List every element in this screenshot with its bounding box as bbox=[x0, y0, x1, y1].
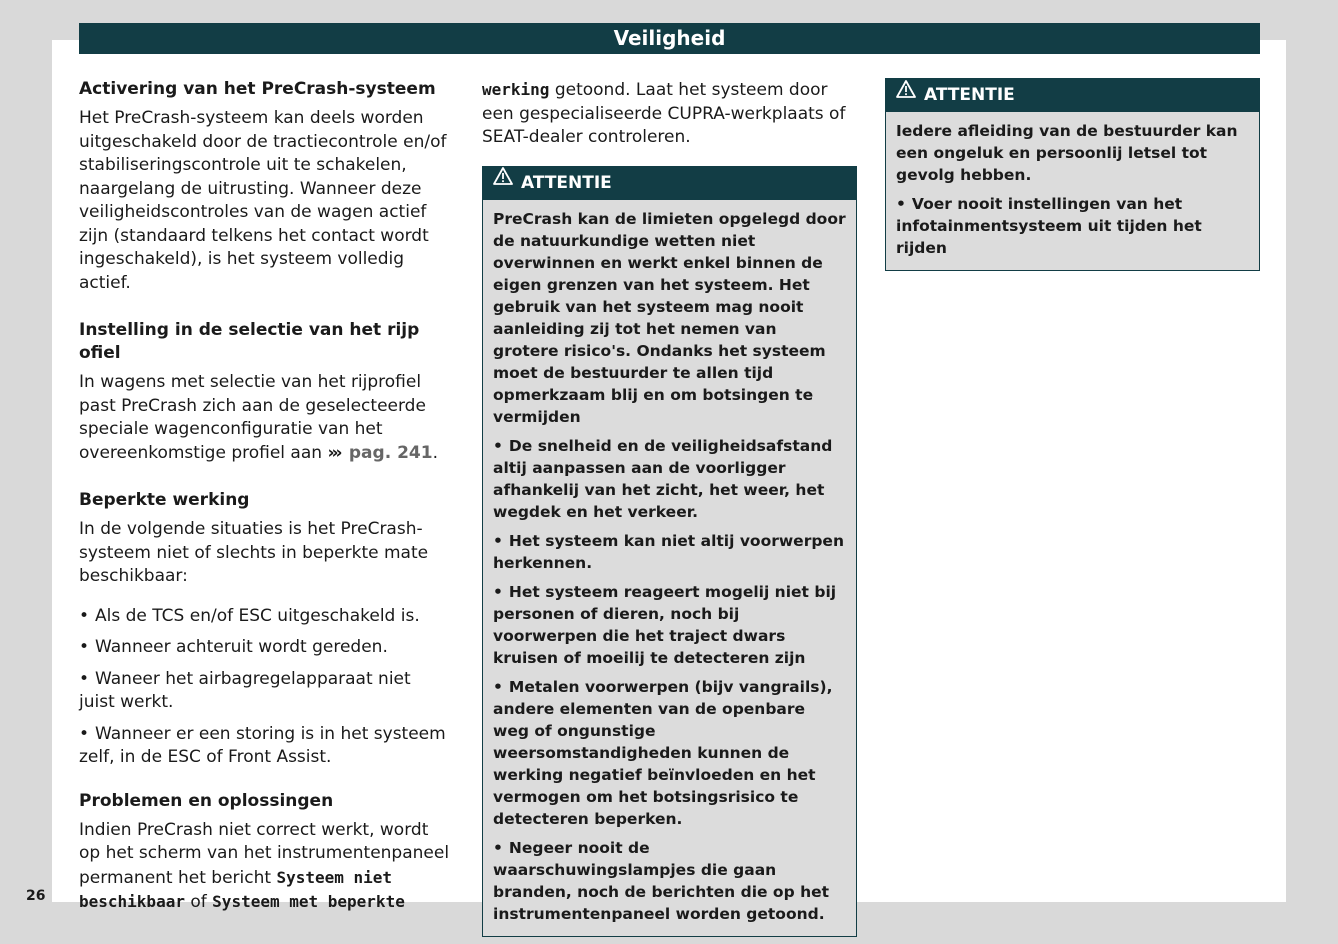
header-title: Veiligheid bbox=[613, 26, 726, 50]
section-heading: Problemen en oplossingen bbox=[79, 790, 334, 811]
warning-intro: Iedere afleiding van de bestuurder kan een ongeluk en persoonlij letsel tot gevolg hebben. bbox=[896, 122, 1238, 184]
section-paragraph: Het PreCrash-systeem kan deels worden uitgeschakeld door de tractiecontrole en/of stabiliseringscontrole uit te schakelen, naargelang de uitrusting. Wanneer deze veiligheidscontroles van de wagen actief zijn (standaard telkens het contact wordt ingeschakeld), is het systeem volledig actief. bbox=[79, 108, 447, 293]
warning-list-item: • Negeer nooit de waarschuwingslampjes die gaan branden, noch de berichten die op het instrumentenpaneel worden getoond. bbox=[493, 837, 846, 925]
list-item: • Waneer het airbagregelapparaat niet juist werkt. bbox=[79, 668, 451, 715]
warning-header bbox=[886, 79, 1259, 112]
section-activation bbox=[79, 78, 451, 295]
column-1 bbox=[79, 78, 451, 939]
warning-triangle-icon bbox=[896, 77, 916, 110]
link-chevron-icon: ››› bbox=[327, 442, 340, 463]
warning-list-item: • Metalen voorwerpen (bijv vangrails), andere elementen van de openbare weg of ongunstige weersomstandigheden kunnen de werking negatief beïnvloeden en het vermogen om het botsingsrisico te detecteren beperken. bbox=[493, 676, 846, 830]
warning-list-item: • Het systeem reageert mogelij niet bij personen of dieren, noch bij voorwerpen die het traject dwars kruisen of moeilij te detecteren zijn bbox=[493, 581, 846, 669]
paragraph-end: . bbox=[432, 442, 438, 463]
warning-triangle-icon bbox=[493, 164, 513, 197]
page-header bbox=[79, 23, 1260, 54]
column-3 bbox=[885, 78, 1260, 271]
list-item: • Wanneer er een storing is in het systeem zelf, in de ESC of Front Assist. bbox=[79, 723, 451, 770]
warning-box bbox=[482, 166, 857, 937]
warning-list-item: • Het systeem kan niet altij voorwerpen herkennen. bbox=[493, 530, 846, 574]
system-message: werking bbox=[482, 80, 550, 99]
page-number: 26 bbox=[26, 888, 46, 904]
list-item: • Wanneer achteruit wordt gereden. bbox=[79, 636, 451, 660]
system-message: Systeem niet beschikbaar bbox=[79, 867, 393, 911]
section-limited-operation bbox=[79, 489, 451, 770]
page-reference-link[interactable]: pag. 241 bbox=[348, 442, 433, 463]
system-message: Systeem met beperkte bbox=[212, 892, 405, 911]
warning-body bbox=[483, 200, 856, 936]
paragraph-text: getoond. Laat het systeem door een gespecialiseerde CUPRA-werkplaats of SEAT-dealer controleren. bbox=[482, 80, 846, 147]
warning-title: ATTENTIE bbox=[521, 172, 612, 193]
paragraph-text: In wagens met selectie van het rijprofiel past PreCrash zich aan de geselecteerde speciale wagenconfiguratie van het overeenkomstige profiel aan bbox=[79, 372, 426, 463]
section-heading: Instelling in de selectie van het rijp ofiel bbox=[79, 320, 420, 363]
section-heading: Activering van het PreCrash-systeem bbox=[79, 79, 436, 99]
warning-title: ATTENTIE bbox=[924, 85, 1015, 105]
section-heading: Beperkte werking bbox=[79, 490, 250, 510]
warning-intro: PreCrash kan de limieten opgelegd door de natuurkundige wetten niet overwinnen en werkt enkel binnen de eigen grenzen van het systeem. Het gebruik van het systeem mag nooit aanleiding zij tot het nemen van grotere risico's. Ondanks het systeem moet de bestuurder te allen tijd opmerkzaam blij en om botsingen te vermijden bbox=[493, 209, 846, 426]
section-paragraph bbox=[79, 819, 451, 915]
column-2 bbox=[482, 78, 857, 937]
warning-list-item: • De snelheid en de veiligheidsafstand altij aanpassen aan de voorligger afhankelij van het zicht, het weer, het wegdek en het verkeer. bbox=[493, 435, 846, 523]
section-troubleshooting bbox=[79, 790, 451, 915]
warning-list-item: • Voer nooit instellingen van het infotainmentsysteem uit tijden het rijden bbox=[896, 193, 1249, 259]
list-item: • Als de TCS en/of ESC uitgeschakeld is. bbox=[79, 605, 451, 629]
section-paragraph bbox=[79, 371, 451, 465]
section-drive-profile bbox=[79, 319, 451, 465]
warning-header bbox=[483, 167, 856, 200]
continuation-paragraph bbox=[482, 78, 857, 150]
connector-text: of bbox=[190, 892, 207, 912]
warning-body bbox=[886, 112, 1259, 270]
warning-box bbox=[885, 78, 1260, 271]
paragraph-text: Indien PreCrash niet correct werkt, wordt op het scherm van het instrumentenpaneel permanent het bericht bbox=[79, 819, 450, 888]
section-paragraph: In de volgende situaties is het PreCrash-systeem niet of slechts in beperkte mate beschikbaar: bbox=[79, 519, 429, 586]
